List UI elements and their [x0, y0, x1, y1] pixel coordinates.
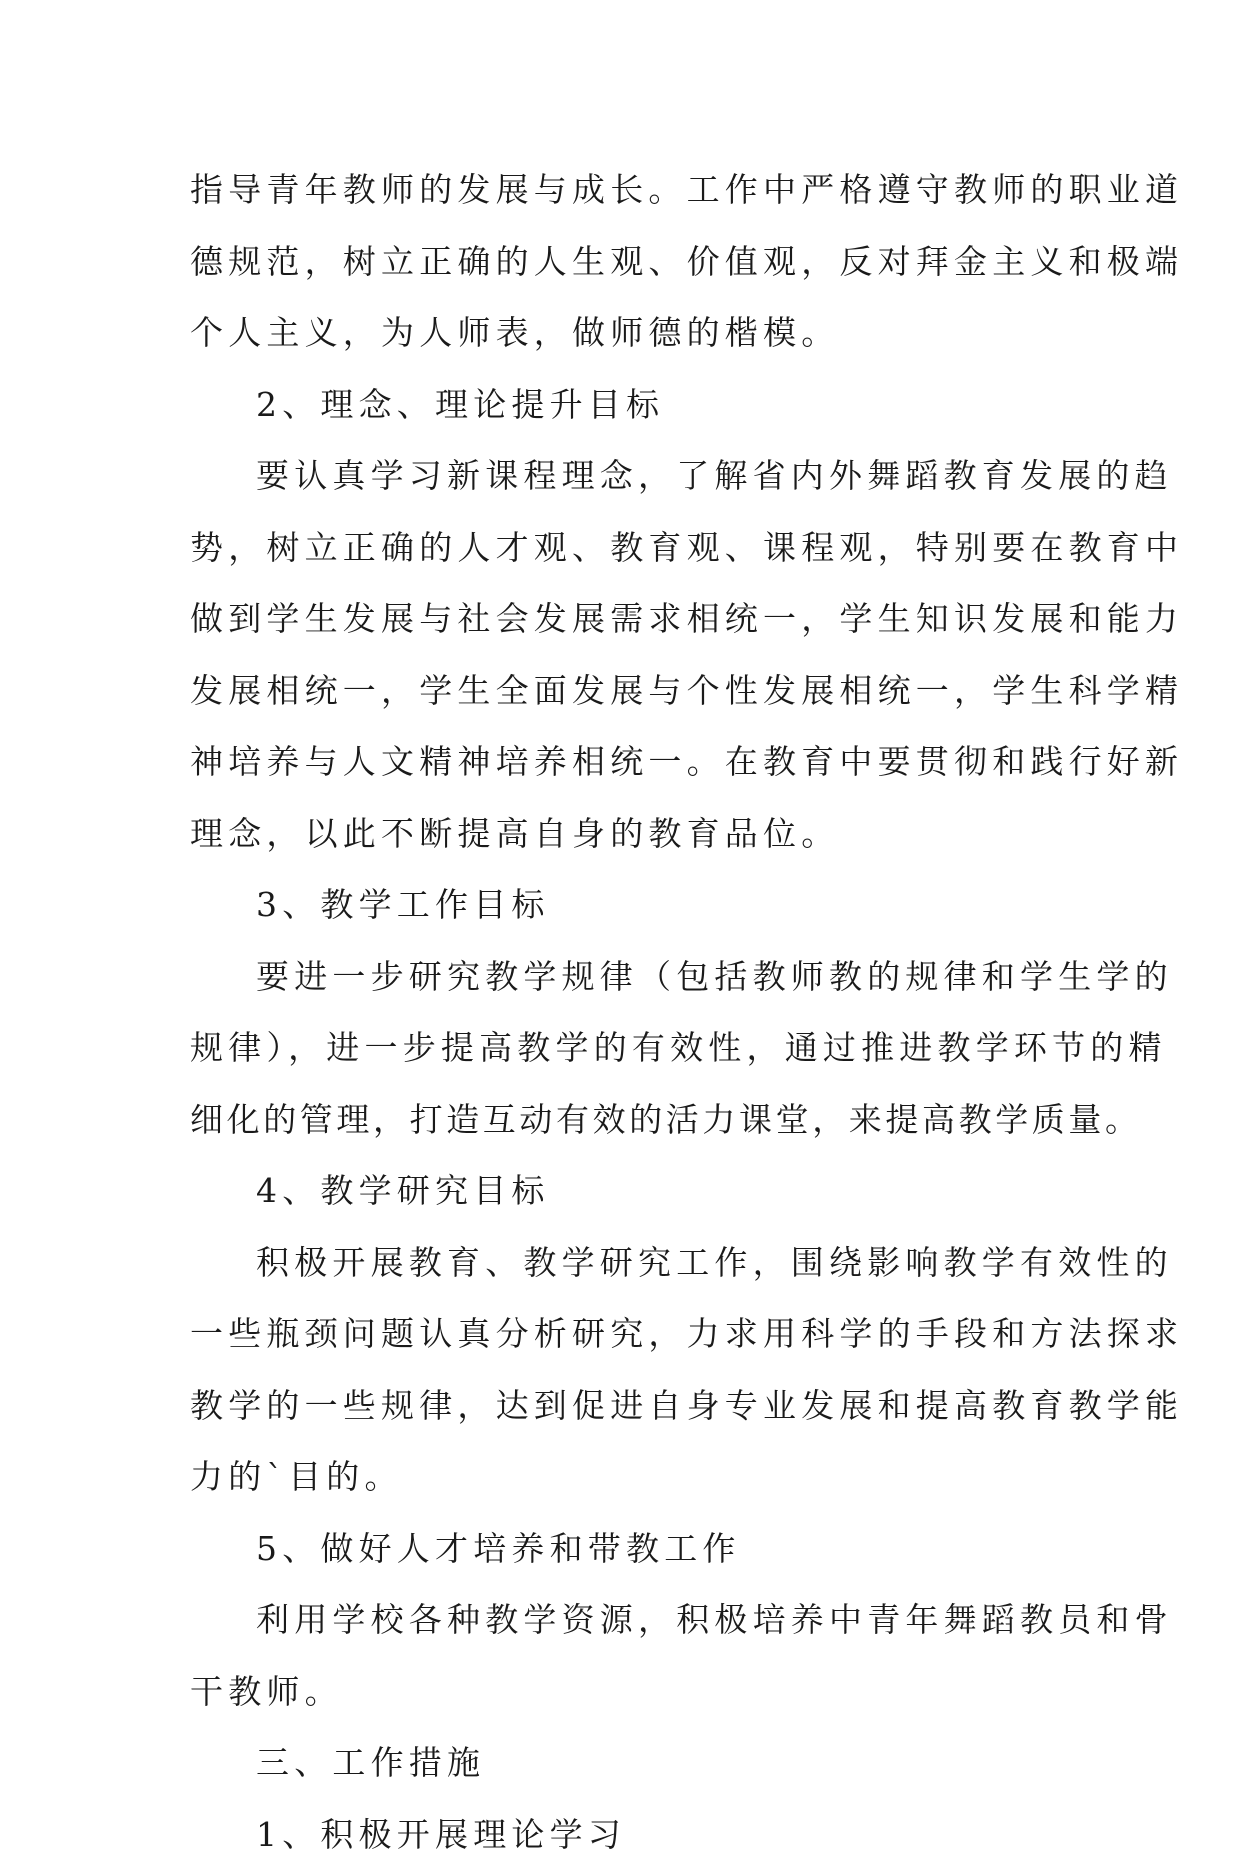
text-line: 干教师。 — [190, 1656, 1060, 1728]
text-line: 教学的一些规律，达到促进自身专业发展和提高教育教学能 — [190, 1370, 1060, 1442]
text-line: 一些瓶颈问题认真分析研究，力求用科学的手段和方法探求 — [190, 1298, 1060, 1370]
section-heading: 3、教学工作目标 — [190, 869, 1060, 941]
text-line: 个人主义，为人师表，做师德的楷模。 — [190, 297, 1060, 369]
text-line: 要进一步研究教学规律（包括教师教的规律和学生学的 — [190, 941, 1060, 1013]
document-body — [190, 154, 1060, 1870]
text-line: 指导青年教师的发展与成长。工作中严格遵守教师的职业道 — [190, 154, 1060, 226]
text-line: 发展相统一，学生全面发展与个性发展相统一，学生科学精 — [190, 655, 1060, 727]
text-line: 规律），进一步提高教学的有效性，通过推进教学环节的精 — [190, 1012, 1060, 1084]
text-line: 理念，以此不断提高自身的教育品位。 — [190, 798, 1060, 870]
text-line: 德规范，树立正确的人生观、价值观，反对拜金主义和极端 — [190, 226, 1060, 298]
section-heading: 5、做好人才培养和带教工作 — [190, 1513, 1060, 1585]
text-line: 神培养与人文精神培养相统一。在教育中要贯彻和践行好新 — [190, 726, 1060, 798]
text-line: 利用学校各种教学资源，积极培养中青年舞蹈教员和骨 — [190, 1584, 1060, 1656]
text-line: 要认真学习新课程理念，了解省内外舞蹈教育发展的趋 — [190, 440, 1060, 512]
text-line: 细化的管理，打造互动有效的活力课堂，来提高教学质量。 — [190, 1084, 1060, 1156]
text-line: 积极开展教育、教学研究工作，围绕影响教学有效性的 — [190, 1227, 1060, 1299]
text-line: 做到学生发展与社会发展需求相统一，学生知识发展和能力 — [190, 583, 1060, 655]
section-heading: 2、理念、理论提升目标 — [190, 369, 1060, 441]
text-line: 力的`目的。 — [190, 1441, 1060, 1513]
section-heading: 三、工作措施 — [190, 1727, 1060, 1799]
section-heading: 4、教学研究目标 — [190, 1155, 1060, 1227]
text-line: 势，树立正确的人才观、教育观、课程观，特别要在教育中 — [190, 512, 1060, 584]
section-heading: 1、积极开展理论学习 — [190, 1799, 1060, 1870]
